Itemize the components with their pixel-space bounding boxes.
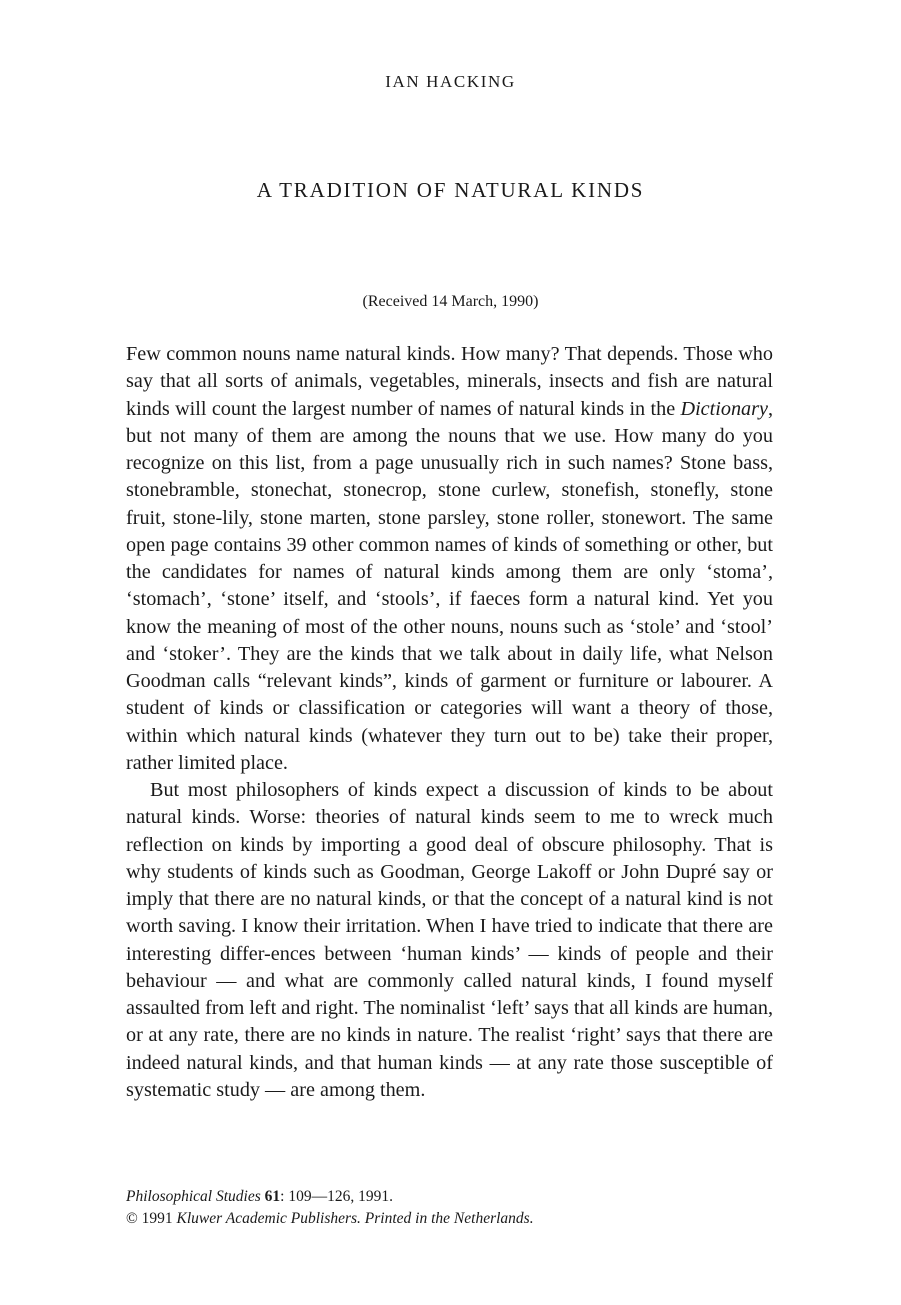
copyright-line: [126, 1208, 773, 1230]
journal-citation: [126, 1186, 773, 1208]
citation-footer: [126, 1186, 773, 1230]
article-body: [126, 341, 773, 1104]
paragraph-1-text-b: , but not many of them are among the nouns that we use. How many do you recognize on this list, from a page unusually rich in such names? Stone bass, stonebramble, stonechat, stonecrop, stone curlew, stonefish, stonefly, stone fruit, stone-lily, stone marten, stone parsley, stone roller, stonewort. The same open page contains 39 other common names of kinds of something or other, but the candidates for names of natural kinds among them are only ‘stoma’, ‘stomach’, ‘stone’ itself, and ‘stools’, if faeces form a natural kind. Yet you know the meaning of most of the other nouns, nouns such as ‘stole’ and ‘stool’ and ‘stoker’. They are the kinds that we talk about in daily life, what Nelson Goodman calls “relevant kinds”, kinds of garment or furniture or labourer. A student of kinds or classification or categories will want a theory of those, within which natural kinds (whatever they turn out to be) take their proper, rather limited place.: [126, 397, 773, 774]
paragraph-1-text-a: Few common nouns name natural kinds. How many? That depends. Those who say that all sorts of animals, vegetables, minerals, insects and fish are natural kinds will count the largest number of names of natural kinds in the: [126, 343, 773, 420]
journal-pages-year: : 109—126, 1991.: [280, 1188, 393, 1205]
paragraph-2-text-b: ences between ‘human kinds’ — kinds of people and their behaviour — and what are commonly called natural kinds, I found myself assaulted from left and right. The nominalist ‘left’ says that all kinds are human, or at any rate, there are no kinds in nature. The realist ‘right’ says that there are indeed natural kinds, and that human kinds — at any rate those susceptible of systematic study — are among them.: [126, 942, 773, 1101]
received-date: (Received 14 March, 1990): [362, 293, 539, 310]
article-title: A TRADITION OF NATURAL KINDS: [256, 178, 645, 202]
copyright-prefix: © 1991: [126, 1210, 177, 1227]
dictionary-emphasis: Dictionary: [680, 397, 768, 420]
journal-name: Philosophical Studies: [126, 1188, 261, 1205]
author-name: IAN HACKING: [385, 72, 516, 91]
publisher-note: Kluwer Academic Publishers. Printed in the Netherlands.: [176, 1210, 534, 1227]
paragraph-2: [126, 777, 773, 1104]
paragraph-1: [126, 341, 773, 777]
journal-volume: 61: [264, 1188, 281, 1205]
paragraph-2-text-a: But most philosophers of kinds expect a discussion of kinds to be about natural kinds. Worse: theories of natural kinds seem to me to wreck much reflection on kinds by importing a good deal of obscure philosophy. That is why students of kinds such as Goodman, George Lakoff or John Dupré say or imply that there are no natural kinds, or that the concept of a natural kind is not worth saving. I know their irritation. When I have tried to indicate that there are interesting differ-: [126, 779, 773, 965]
